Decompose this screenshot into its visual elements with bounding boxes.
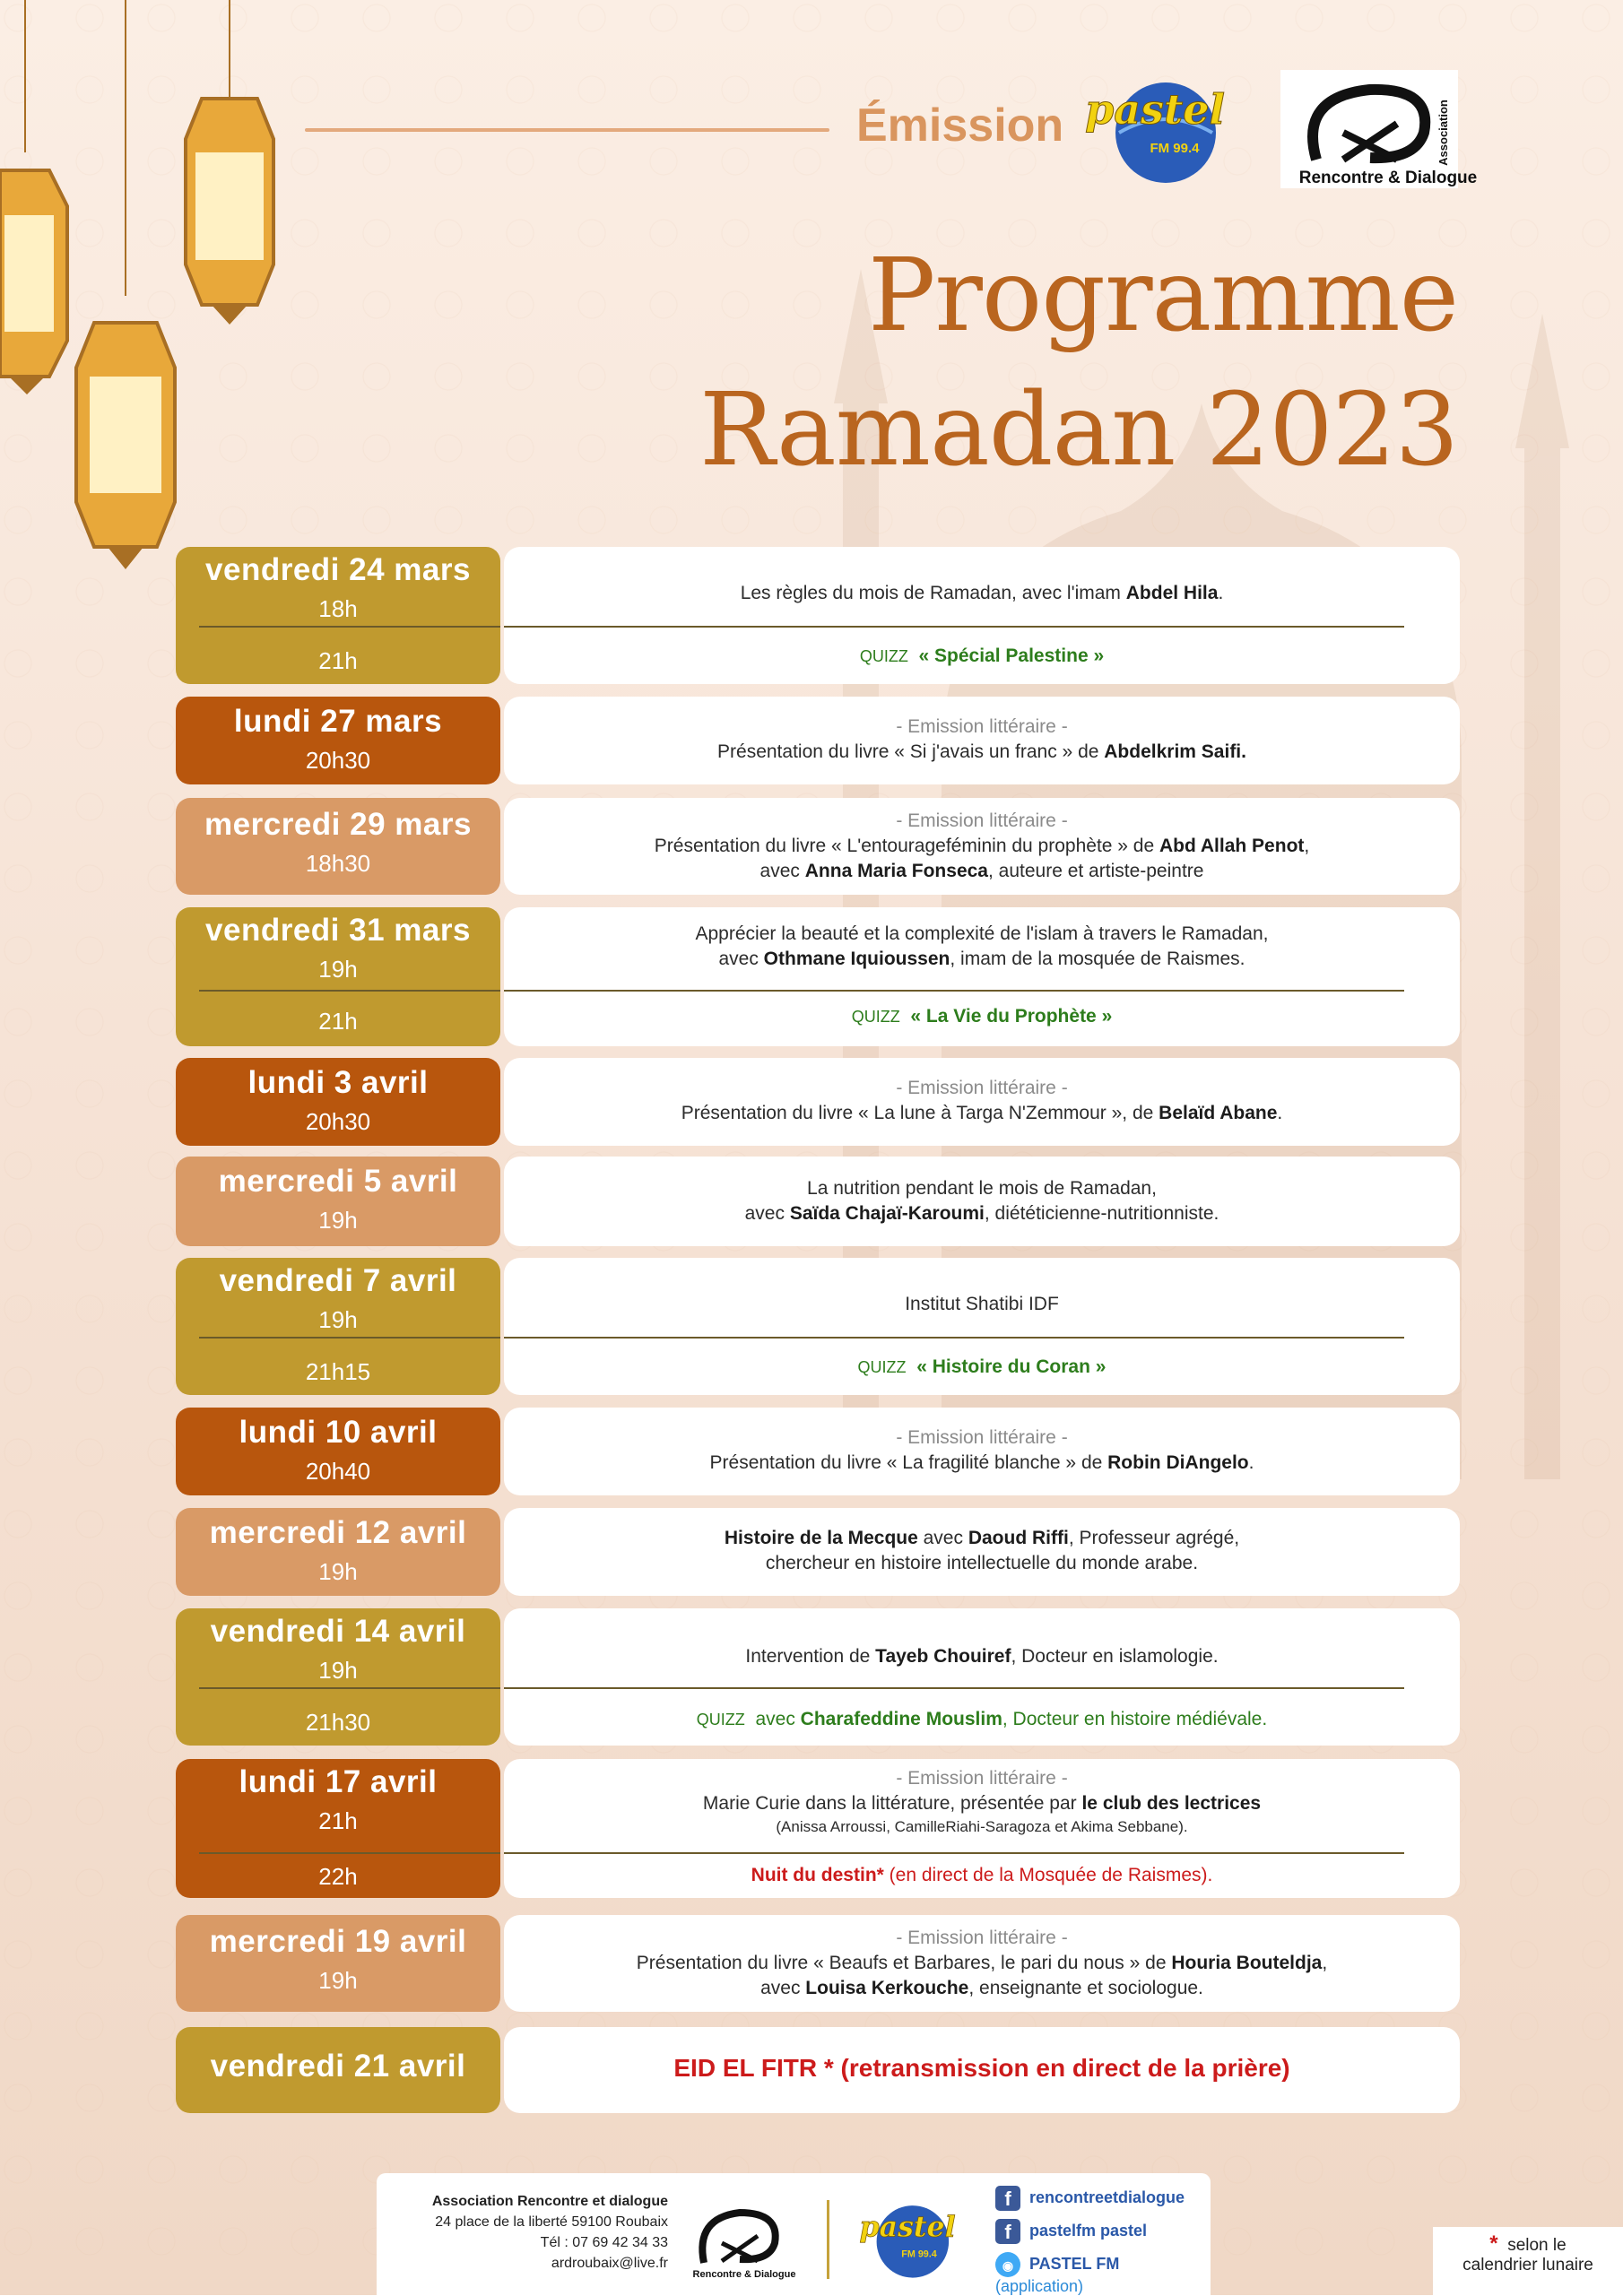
event-subtitle: - Emission littéraire - <box>896 810 1068 831</box>
svg-text:Rencontre & Dialogue: Rencontre & Dialogue <box>1298 169 1478 187</box>
quiz-line: QUIZZ « Histoire du Coran » <box>857 1356 1107 1377</box>
date-label: mercredi 29 mars <box>204 807 472 842</box>
event-subtitle: - Emission littéraire - <box>896 716 1068 737</box>
date-box <box>176 1508 500 1596</box>
date-box <box>176 798 500 895</box>
time-label: 20h40 <box>305 1458 371 1485</box>
event-card <box>504 907 1460 1046</box>
time-divider <box>199 1852 500 1854</box>
time-label: 20h30 <box>305 747 371 774</box>
time-label: 19h <box>318 1657 358 1684</box>
time-label: 18h <box>318 595 358 622</box>
event-line: avec Anna Maria Fonseca, auteure et artiste-peintre <box>759 861 1204 881</box>
schedule-row <box>176 1408 1460 1495</box>
event-line: Marie Curie dans la littérature, présentée par le club des lectrices <box>702 1793 1262 1814</box>
date-box <box>176 1608 500 1746</box>
schedule-row <box>176 2027 1460 2113</box>
event-divider <box>504 1852 1404 1854</box>
time-label: 21h <box>318 647 358 674</box>
footer-assoc-name: Association Rencontre et dialogue <box>431 2194 668 2209</box>
lunar-calendar-note: * selon le calendrier lunaire <box>1433 2227 1623 2295</box>
time-divider <box>199 1337 500 1339</box>
time-label: 19h <box>318 1207 358 1234</box>
time-label: 19h <box>318 1558 358 1585</box>
event-line: Institut Shatibi IDF <box>905 1294 1059 1314</box>
social-facebook-rd[interactable]: f rencontreetdialogue <box>995 2186 1185 2211</box>
event-card <box>504 1258 1460 1395</box>
svg-text:FM 99.4: FM 99.4 <box>1150 141 1200 156</box>
date-box <box>176 907 500 1046</box>
quiz-line: QUIZZ avec Charafeddine Mouslim, Docteur en histoire médiévale. <box>696 1709 1268 1729</box>
footer-contact <box>377 2191 668 2274</box>
footer-divider <box>827 2200 829 2279</box>
date-box <box>176 697 500 784</box>
event-divider <box>504 990 1404 992</box>
social-facebook-pastel[interactable]: f pastelfm pastel <box>995 2219 1147 2244</box>
event-divider <box>504 1337 1404 1339</box>
app-icon: ◉ <box>995 2252 1020 2277</box>
facebook-icon: f <box>995 2219 1020 2244</box>
time-divider <box>199 626 500 628</box>
date-box <box>176 1157 500 1246</box>
event-line: chercheur en histoire intellectuelle du monde arabe. <box>765 1553 1199 1573</box>
schedule-row <box>176 798 1460 895</box>
social-app[interactable]: ◉ PASTEL FM (application) <box>995 2252 1211 2296</box>
event-card <box>504 2027 1460 2113</box>
date-box <box>176 547 500 684</box>
facebook-icon: f <box>995 2186 1020 2211</box>
event-line: Présentation du livre « L'entourageféminin du prophète » de Abd Allah Penot, <box>654 836 1310 856</box>
quiz-line: QUIZZ « La Vie du Prophète » <box>851 1006 1113 1027</box>
footer-email[interactable]: ardroubaix@live.fr <box>551 2256 668 2271</box>
svg-text:Association: Association <box>1436 100 1450 166</box>
schedule-row <box>176 1258 1460 1395</box>
pastel-fm-logo <box>1085 70 1236 185</box>
event-line: Présentation du livre « La fragilité blanche » de Robin DiAngelo. <box>709 1452 1254 1473</box>
footer <box>377 2173 1211 2295</box>
schedule-row <box>176 1157 1460 1246</box>
event-card <box>504 547 1460 684</box>
event-line: avec Louisa Kerkouche, enseignante et sociologue. <box>760 1978 1203 1998</box>
time-label: 19h <box>318 956 358 983</box>
event-line: Les règles du mois de Ramadan, avec l'imam Abdel Hila. <box>740 583 1224 603</box>
event-subtitle: - Emission littéraire - <box>896 1768 1068 1789</box>
time-label: 19h <box>318 1306 358 1333</box>
time-divider <box>199 990 500 992</box>
event-divider <box>504 626 1404 628</box>
time-label: 20h30 <box>305 1108 371 1135</box>
schedule-row <box>176 1759 1460 1898</box>
event-card <box>504 1058 1460 1146</box>
event-subtitle: - Emission littéraire - <box>896 1928 1068 1948</box>
event-line: Histoire de la Mecque avec Daoud Riffi, Professeur agrégé, <box>724 1528 1240 1548</box>
date-box <box>176 1258 500 1395</box>
date-label: lundi 27 mars <box>233 704 443 739</box>
time-divider <box>199 1687 500 1689</box>
event-divider <box>504 1687 1404 1689</box>
date-label: vendredi 14 avril <box>210 1614 466 1649</box>
svg-text:pastel: pastel <box>1085 85 1225 134</box>
date-label: vendredi 7 avril <box>219 1263 457 1298</box>
time-label: 19h <box>318 1967 358 1994</box>
schedule-row <box>176 907 1460 1046</box>
event-card <box>504 1608 1460 1746</box>
asterisk-icon: * <box>1489 2231 1498 2256</box>
schedule-row <box>176 1915 1460 2012</box>
schedule-row <box>176 1508 1460 1596</box>
schedule-row <box>176 1058 1460 1146</box>
date-box <box>176 1408 500 1495</box>
event-card <box>504 1408 1460 1495</box>
date-label: vendredi 31 mars <box>205 913 471 948</box>
date-label: lundi 10 avril <box>239 1415 438 1450</box>
footer-phone: Tél : 07 69 42 34 33 <box>540 2235 668 2250</box>
eid-line: EID EL FITR * (retransmission en direct de la prière) <box>673 2054 1290 2082</box>
event-subtitle: - Emission littéraire - <box>896 1427 1068 1448</box>
event-line: Présentation du livre « La lune à Targa N'Zemmour », de Belaïd Abane. <box>681 1103 1283 1123</box>
event-subtitle: - Emission littéraire - <box>896 1078 1068 1098</box>
time-label: 22h <box>318 1863 358 1890</box>
quiz-line: QUIZZ « Spécial Palestine » <box>859 645 1105 666</box>
lantern-middle-icon <box>76 323 175 569</box>
lanterns-decoration <box>0 0 296 574</box>
title-line2: Ramadan 2023 <box>699 372 1458 489</box>
date-label: mercredi 12 avril <box>209 1515 467 1550</box>
date-box <box>176 1058 500 1146</box>
svg-text:Rencontre & Dialogue: Rencontre & Dialogue <box>692 2269 796 2280</box>
date-box <box>176 1759 500 1898</box>
rencontre-dialogue-logo <box>1280 70 1478 188</box>
event-line: Intervention de Tayeb Chouiref, Docteur en islamologie. <box>745 1646 1219 1667</box>
date-label: vendredi 21 avril <box>210 2049 466 2084</box>
lantern-right-icon <box>186 99 273 325</box>
date-box <box>176 2027 500 2113</box>
event-line: avec Saïda Chajaï-Karoumi, diététicienne-nutritionniste. <box>744 1203 1219 1224</box>
event-card <box>504 1157 1460 1246</box>
event-line: Présentation du livre « Si j'avais un franc » de Abdelkrim Saifi. <box>717 741 1246 762</box>
event-card <box>504 1508 1460 1596</box>
event-card <box>504 1915 1460 2012</box>
time-label: 18h30 <box>305 850 371 877</box>
event-line: La nutrition pendant le mois de Ramadan, <box>807 1178 1157 1199</box>
event-line: avec Othmane Iquioussen, imam de la mosquée de Raismes. <box>718 949 1245 969</box>
date-box <box>176 1915 500 2012</box>
title-line1: Programme <box>867 238 1458 354</box>
schedule-row <box>176 547 1460 684</box>
date-label: lundi 17 avril <box>239 1764 438 1799</box>
date-label: mercredi 5 avril <box>218 1164 458 1199</box>
svg-text:FM 99.4: FM 99.4 <box>901 2248 937 2260</box>
event-card <box>504 697 1460 784</box>
event-line: Apprécier la beauté et la complexité de l'islam à travers le Ramadan, <box>695 923 1269 944</box>
time-label: 21h <box>318 1008 358 1035</box>
date-label: mercredi 19 avril <box>209 1924 467 1959</box>
nuit-du-destin-line: Nuit du destin* (en direct de la Mosquée de Raismes). <box>751 1865 1213 1885</box>
schedule-row <box>176 1608 1460 1746</box>
rencontre-dialogue-logo-small <box>690 2200 796 2281</box>
date-label: vendredi 24 mars <box>205 552 471 587</box>
pastel-fm-logo-small <box>859 2196 964 2279</box>
schedule-row <box>176 697 1460 784</box>
time-label: 21h15 <box>305 1358 371 1385</box>
time-label: 21h30 <box>305 1709 371 1736</box>
event-line: (Anissa Arroussi, CamilleRiahi-Saragoza et Akima Sebbane). <box>776 1818 1188 1835</box>
event-line: Présentation du livre « Beaufs et Barbares, le pari du nous » de Houria Bouteldja, <box>636 1953 1328 1973</box>
svg-text:pastel: pastel <box>859 2210 956 2244</box>
event-card <box>504 1759 1460 1898</box>
date-label: lundi 3 avril <box>247 1065 429 1100</box>
time-label: 21h <box>318 1807 358 1834</box>
event-card <box>504 798 1460 895</box>
lantern-left-icon <box>0 170 67 394</box>
emission-label: Émission <box>856 100 1064 152</box>
footer-address: 24 place de la liberté 59100 Roubaix <box>435 2214 668 2230</box>
header-rule <box>305 128 829 132</box>
